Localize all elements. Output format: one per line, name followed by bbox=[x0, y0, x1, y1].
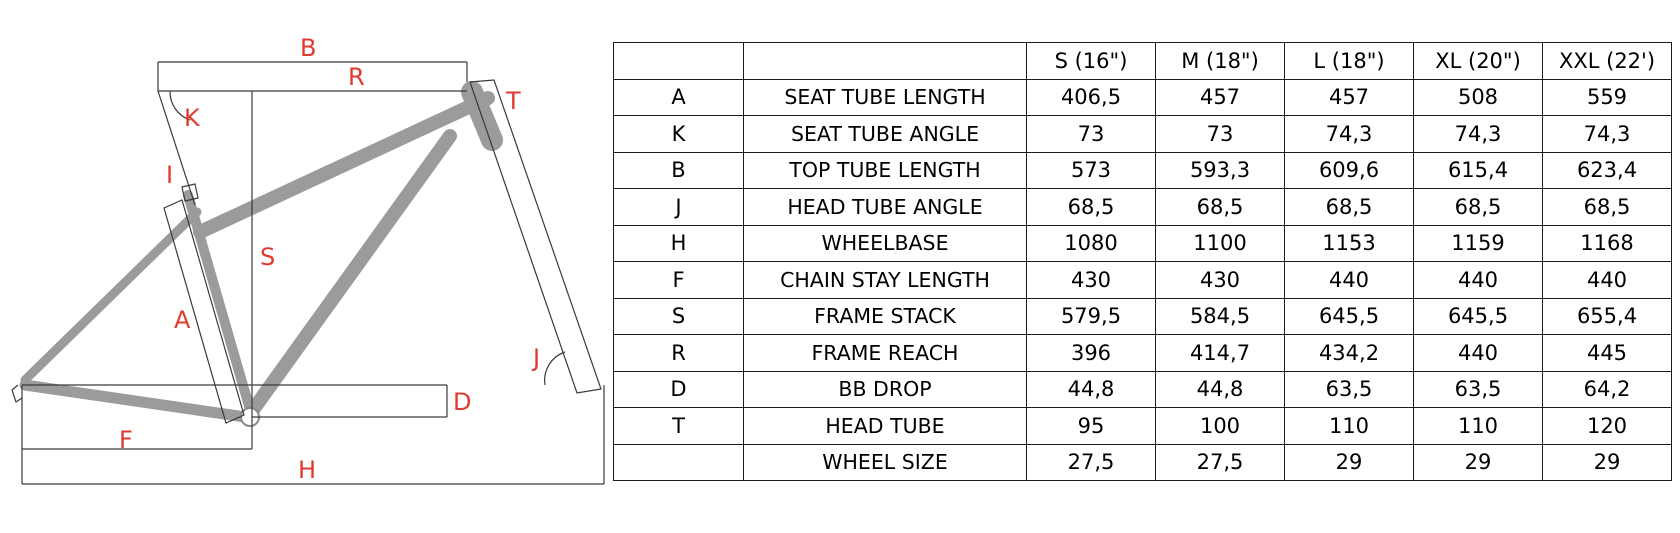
row-code: D bbox=[614, 371, 744, 408]
table-row bbox=[614, 189, 1672, 226]
table-row bbox=[614, 408, 1672, 445]
cell-value: 615,4 bbox=[1414, 152, 1543, 189]
row-parameter: TOP TUBE LENGTH bbox=[744, 152, 1027, 189]
label-j: J bbox=[533, 344, 541, 372]
label-d: D bbox=[453, 388, 472, 416]
row-code: J bbox=[614, 189, 744, 226]
cell-value: 68,5 bbox=[1156, 189, 1285, 226]
cell-value: 68,5 bbox=[1027, 189, 1156, 226]
cell-value: 74,3 bbox=[1285, 116, 1414, 153]
cell-value: 559 bbox=[1543, 79, 1672, 116]
header-size-s: S (16") bbox=[1027, 43, 1156, 80]
chain-stay bbox=[25, 385, 252, 418]
label-s: S bbox=[260, 243, 276, 271]
cell-value: 508 bbox=[1414, 79, 1543, 116]
cell-value: 100 bbox=[1156, 408, 1285, 445]
cell-value: 1153 bbox=[1285, 225, 1414, 262]
header-size-l: L (18") bbox=[1285, 43, 1414, 80]
cell-value: 434,2 bbox=[1285, 335, 1414, 372]
cell-value: 457 bbox=[1156, 79, 1285, 116]
row-parameter: SEAT TUBE ANGLE bbox=[744, 116, 1027, 153]
cell-value: 74,3 bbox=[1414, 116, 1543, 153]
cell-value: 44,8 bbox=[1156, 371, 1285, 408]
label-i: I bbox=[166, 161, 174, 189]
top-tube bbox=[200, 98, 488, 232]
cell-value: 440 bbox=[1285, 262, 1414, 299]
cell-value: 655,4 bbox=[1543, 298, 1672, 335]
table-row bbox=[614, 152, 1672, 189]
cell-value: 95 bbox=[1027, 408, 1156, 445]
cell-value: 44,8 bbox=[1027, 371, 1156, 408]
cell-value: 440 bbox=[1414, 335, 1543, 372]
label-r: R bbox=[348, 63, 365, 91]
geometry-table bbox=[613, 42, 1672, 481]
label-h: H bbox=[298, 456, 317, 484]
cell-value: 593,3 bbox=[1156, 152, 1285, 189]
frame-geometry-diagram bbox=[0, 0, 610, 533]
row-code: R bbox=[614, 335, 744, 372]
cell-value: 440 bbox=[1414, 262, 1543, 299]
label-b: B bbox=[300, 34, 317, 62]
row-parameter: WHEELBASE bbox=[744, 225, 1027, 262]
cell-value: 440 bbox=[1543, 262, 1672, 299]
row-code: K bbox=[614, 116, 744, 153]
row-code: T bbox=[614, 408, 744, 445]
cell-value: 120 bbox=[1543, 408, 1672, 445]
row-parameter: FRAME REACH bbox=[744, 335, 1027, 372]
header-size-xxl: XXL (22') bbox=[1543, 43, 1672, 80]
row-code: F bbox=[614, 262, 744, 299]
row-code: S bbox=[614, 298, 744, 335]
row-code bbox=[614, 444, 744, 481]
cell-value: 73 bbox=[1027, 116, 1156, 153]
table-row bbox=[614, 262, 1672, 299]
cell-value: 64,2 bbox=[1543, 371, 1672, 408]
cell-value: 573 bbox=[1027, 152, 1156, 189]
dimension-lines bbox=[22, 62, 604, 484]
cell-value: 110 bbox=[1285, 408, 1414, 445]
row-parameter: BB DROP bbox=[744, 371, 1027, 408]
row-parameter: HEAD TUBE ANGLE bbox=[744, 189, 1027, 226]
label-k: K bbox=[184, 104, 200, 132]
cell-value: 73 bbox=[1156, 116, 1285, 153]
header-parameter bbox=[744, 43, 1027, 80]
cell-value: 1159 bbox=[1414, 225, 1543, 262]
seat-stay bbox=[25, 212, 197, 380]
cell-value: 396 bbox=[1027, 335, 1156, 372]
header-size-m: M (18") bbox=[1156, 43, 1285, 80]
table-header-row bbox=[614, 43, 1672, 80]
label-a: A bbox=[174, 306, 191, 334]
cell-value: 414,7 bbox=[1156, 335, 1285, 372]
cell-value: 29 bbox=[1414, 444, 1543, 481]
header-code bbox=[614, 43, 744, 80]
cell-value: 645,5 bbox=[1285, 298, 1414, 335]
table-row bbox=[614, 335, 1672, 372]
table-row bbox=[614, 298, 1672, 335]
table-row bbox=[614, 371, 1672, 408]
cell-value: 27,5 bbox=[1156, 444, 1285, 481]
cell-value: 1168 bbox=[1543, 225, 1672, 262]
table-row bbox=[614, 225, 1672, 262]
table-row bbox=[614, 444, 1672, 481]
cell-value: 584,5 bbox=[1156, 298, 1285, 335]
cell-value: 68,5 bbox=[1285, 189, 1414, 226]
cell-value: 27,5 bbox=[1027, 444, 1156, 481]
header-size-xl: XL (20") bbox=[1414, 43, 1543, 80]
down-tube bbox=[250, 136, 450, 414]
row-code: B bbox=[614, 152, 744, 189]
row-parameter: SEAT TUBE LENGTH bbox=[744, 79, 1027, 116]
cell-value: 623,4 bbox=[1543, 152, 1672, 189]
cell-value: 63,5 bbox=[1414, 371, 1543, 408]
cell-value: 579,5 bbox=[1027, 298, 1156, 335]
cell-value: 430 bbox=[1027, 262, 1156, 299]
cell-value: 110 bbox=[1414, 408, 1543, 445]
table-row bbox=[614, 79, 1672, 116]
row-code: H bbox=[614, 225, 744, 262]
cell-value: 1100 bbox=[1156, 225, 1285, 262]
cell-value: 29 bbox=[1543, 444, 1672, 481]
cell-value: 68,5 bbox=[1543, 189, 1672, 226]
cell-value: 406,5 bbox=[1027, 79, 1156, 116]
row-parameter: WHEEL SIZE bbox=[744, 444, 1027, 481]
cell-value: 68,5 bbox=[1414, 189, 1543, 226]
cell-value: 445 bbox=[1543, 335, 1672, 372]
row-parameter: FRAME STACK bbox=[744, 298, 1027, 335]
cell-value: 63,5 bbox=[1285, 371, 1414, 408]
cell-value: 457 bbox=[1285, 79, 1414, 116]
cell-value: 29 bbox=[1285, 444, 1414, 481]
cell-value: 430 bbox=[1156, 262, 1285, 299]
label-t: T bbox=[506, 87, 521, 115]
row-code: A bbox=[614, 79, 744, 116]
cell-value: 1080 bbox=[1027, 225, 1156, 262]
cell-value: 609,6 bbox=[1285, 152, 1414, 189]
row-parameter: HEAD TUBE bbox=[744, 408, 1027, 445]
table-row bbox=[614, 116, 1672, 153]
row-parameter: CHAIN STAY LENGTH bbox=[744, 262, 1027, 299]
cell-value: 645,5 bbox=[1414, 298, 1543, 335]
cell-value: 74,3 bbox=[1543, 116, 1672, 153]
label-f: F bbox=[119, 426, 133, 454]
